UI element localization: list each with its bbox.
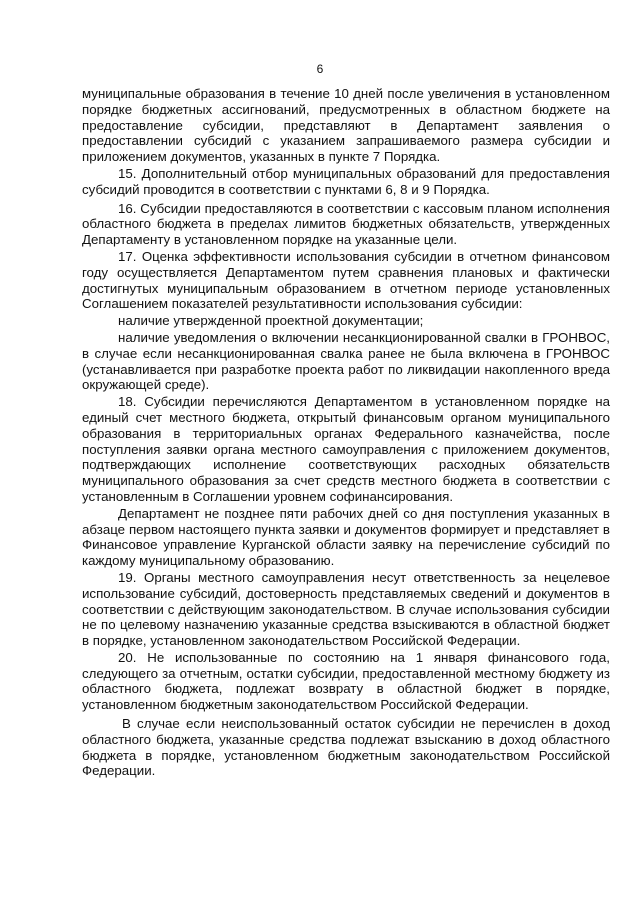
paragraph-item-18: 18. Субсидии перечисляются Департаментом в установленном порядке на единый счет местного бюджета, открытый финансовым органом муниципального образования в территориальных органах Федерального казначейства, после поступления заявки органа местного самоуправления с приложением документов, подтверждающих исполнение соответствующих расходных обязательств муниципального образования за счет средств местного бюджета в соответствии с установленным в Соглашении уровнем софинансирования. (82, 394, 610, 504)
paragraph-item-17-criterion-1: наличие утвержденной проектной документации; (118, 313, 424, 329)
paragraph-item-17-criterion-2: наличие уведомления о включении несанкционированной свалки в ГРОНВОС, в случае если несанкционированная свалка ранее не была включена в ГРОНВОС (устанавливается при разработке проекта работ по ликвидации накопленного вреда окружающей среде). (82, 329, 610, 393)
paragraph-item-20: 20. Не использованные по состоянию на 1 января финансового года, следующего за отчетным, остатки субсидии, предоставленной местному бюджету из областного бюджета, подлежат возврату в областной бюджет в порядке, установленном бюджетным законодательством Российской Федерации. (82, 649, 610, 713)
document-body (82, 86, 610, 780)
paragraph-continuation: муниципальные образования в течение 10 дней после увеличения в установленном порядке бюджетных ассигнований, предусмотренных в областном бюджете на предоставление субсидии, представляют в Департамент заявления о предоставлении субсидий с указанием запрашиваемого размера субсидии и приложением документов, указанных в пункте 7 Порядка. (82, 86, 610, 165)
paragraph-item-19: 19. Органы местного самоуправления несут ответственность за нецелевое использование субсидий, достоверность представляемых сведений и документов в соответствии с действующим законодательством. В случае использования субсидии не по целевому назначению указанные средства взыскиваются в областной бюджет в порядке, установленном законодательством Российской Федерации. (82, 569, 610, 649)
paragraph-item-17: 17. Оценка эффективности использования субсидии в отчетном финансовом году осуществляется Департаментом путем сравнения плановых и фактически достигнутых муниципальным образованием в отчетном периоде установленных Соглашением показателей результативности использования субсидии: (82, 248, 610, 312)
page-number: 6 (316, 62, 324, 76)
paragraph-item-15: 15. Дополнительный отбор муниципальных образований для предоставления субсидий проводится в соответствии с пунктами 6, 8 и 9 Порядка. (82, 165, 610, 197)
paragraph-item-16: 16. Субсидии предоставляются в соответствии с кассовым планом исполнения областного бюджета в пределах лимитов бюджетных обязательств, утвержденных Департаменту в установленном порядке на указанные цели. (82, 200, 610, 248)
paragraph-item-20-recovery: В случае если неиспользованный остаток субсидии не перечислен в доход областного бюджета, указанные средства подлежат взысканию в доход областного бюджета в порядке, установленном бюджетным законодательством Российской Федерации. (82, 716, 610, 779)
paragraph-item-18-request: Департамент не позднее пяти рабочих дней со дня поступления указанных в абзаце первом настоящего пункта заявки и документов формирует и представляет в Финансовое управление Курганской области заявку на перечисление субсидий по каждому муниципальному образованию. (82, 505, 610, 569)
